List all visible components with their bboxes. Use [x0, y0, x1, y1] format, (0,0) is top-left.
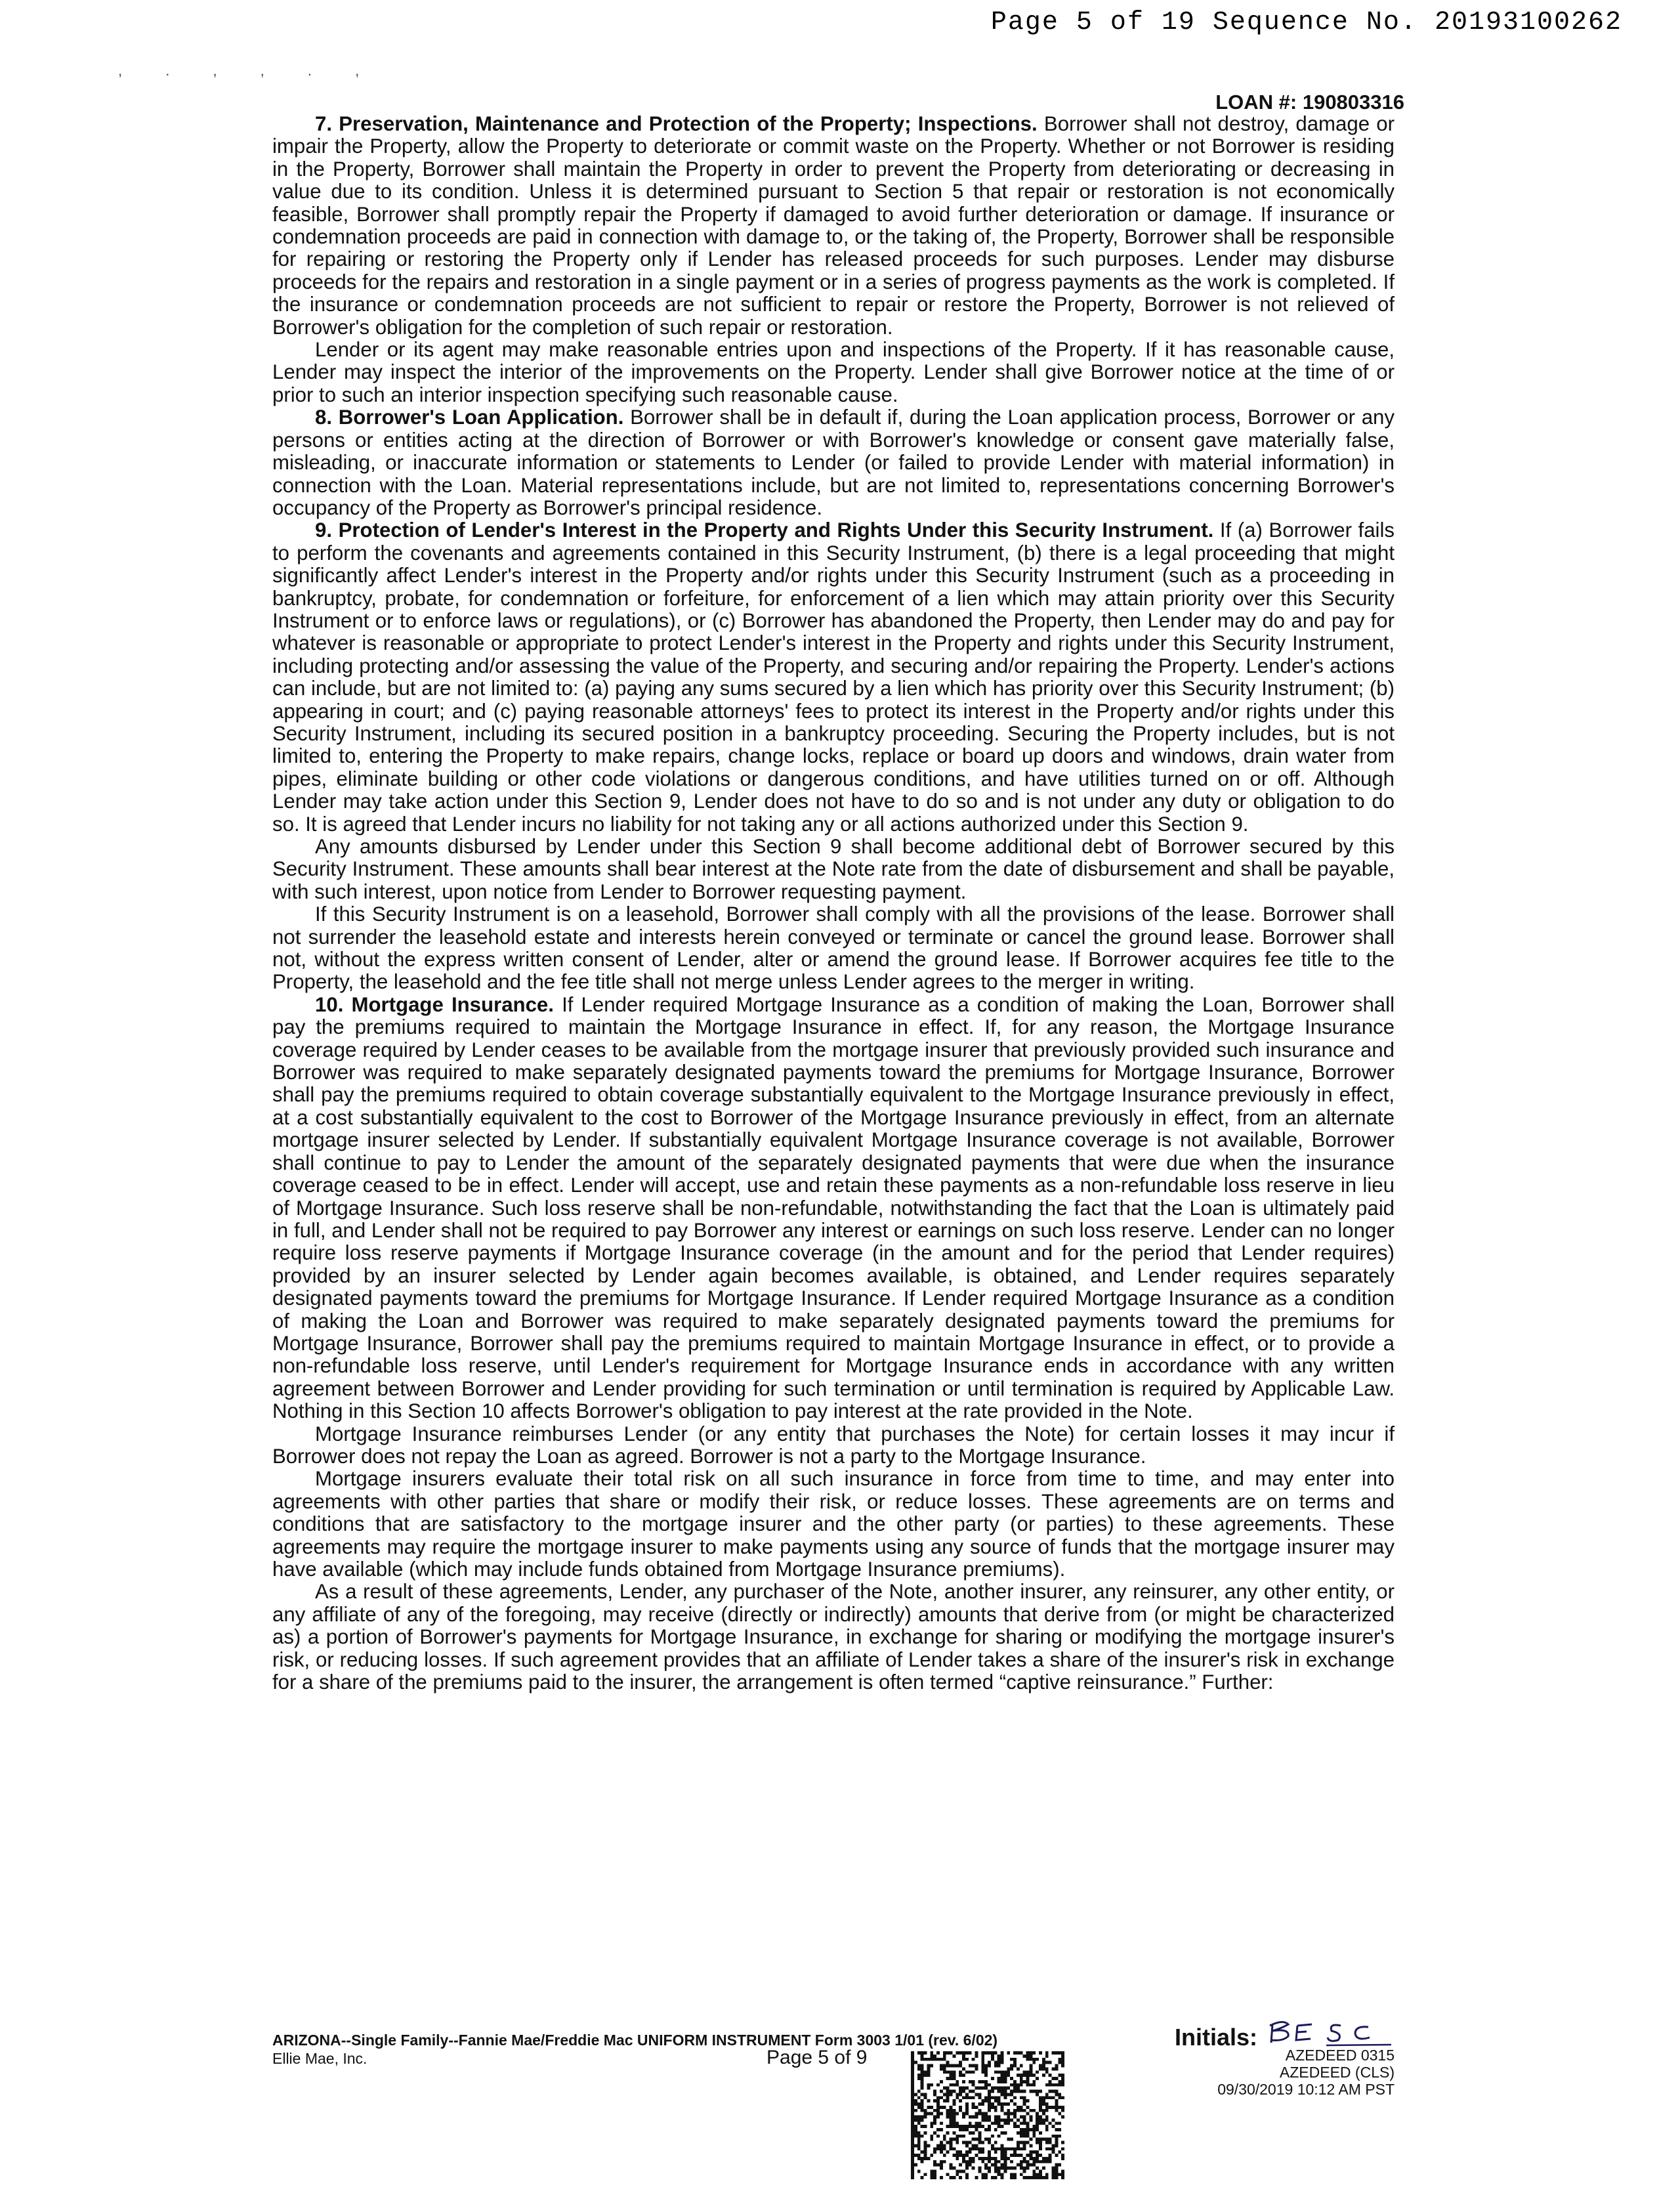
form-code-2: AZEDEED (CLS): [1279, 2064, 1395, 2081]
recording-stamp: Page 5 of 19 Sequence No. 20193100262: [990, 8, 1622, 37]
print-timestamp: 09/30/2019 10:12 AM PST: [1217, 2081, 1395, 2098]
section-9: [272, 519, 1395, 836]
initials-label: Initials:: [1175, 2024, 1258, 2051]
section-10-paragraph-3: Mortgage insurers evaluate their total risk on all such insurance in force from time to time, and may enter into agreements with other parties that share or modify their risk, or reduce losses. These agreements are on terms and conditions that are satisfactory to the mortgage insurer and the other party (or parties) to these agreements. These agreements may require the mortgage insurer to make payments using any source of funds that the mortgage insurer may have available (which may include funds obtained from Mortgage Insurance premiums).: [272, 1467, 1395, 1581]
section-10: [272, 994, 1395, 1423]
barcode-icon: [909, 2051, 1066, 2179]
section-7: [272, 113, 1395, 339]
footer-codes: [1217, 2047, 1395, 2098]
section-10-heading: 10. Mortgage Insurance.: [315, 992, 554, 1016]
loan-number: LOAN #: 190803316: [1215, 91, 1404, 114]
page-number: Page 5 of 9: [766, 2047, 868, 2068]
section-10-paragraph-4: As a result of these agreements, Lender, any purchaser of the Note, another insurer, any reinsurer, any other entity, or any affiliate of any of the foregoing, may receive (directly or indirectly) amounts that derive from (or might be characterized as) a portion of Borrower's payments for Mortgage Insurance, in exchange for sharing or modifying the mortgage insurer's risk, or reducing losses. If such agreement provides that an affiliate of Lender takes a share of the insurer's risk in exchange for a share of the premiums paid to the insurer, the arrangement is often termed “captive reinsurance.” Further:: [272, 1580, 1395, 1694]
company-name: Ellie Mae, Inc.: [272, 2050, 368, 2067]
section-8-heading: 8. Borrower's Loan Application.: [315, 406, 624, 429]
section-8-text: Borrower shall be in default if, during the Loan application process, Borrower or any persons or entities acting at the direction of Borrower or with Borrower's knowledge or consent gave materially false, misleading, or inaccurate information or statements to Lender (or failed to provide Lender with material information) in connection with the Loan. Material representations include, but are not limited to, representations concerning Borrower's occupancy of the Property as Borrower's principal residence.: [272, 406, 1395, 519]
scan-specks: , . , , . ,: [118, 62, 379, 79]
section-10-text: If Lender required Mortgage Insurance as a condition of making the Loan, Borrower shall pay the premiums required to maintain the Mortgage Insurance in effect. If, for any reason, the Mortgage Insurance coverage required by Lender ceases to be available from the mortgage insurer that previously provided such insurance and Borrower was required to make separately designated payments toward the premiums for Mortgage Insurance, Borrower shall pay the premiums required to obtain coverage substantially equivalent to the Mortgage Insurance previously in effect, at a cost substantially equivalent to the cost to Borrower of the Mortgage Insurance previously in effect, from an alternate mortgage insurer selected by Lender. If substantially equivalent Mortgage Insurance coverage is not available, Borrower shall continue to pay to Lender the amount of the separately designated payments that were due when the insurance coverage ceased to be in effect. Lender will accept, use and retain these payments as a non-refundable loss reserve in lieu of Mortgage Insurance. Such loss reserve shall be non-refundable, notwithstanding the fact that the Loan is ultimately paid in full, and Lender shall not be required to pay Borrower any interest or earnings on such loss reserve. Lender can no longer require loss reserve payments if Mortgage Insurance coverage (in the amount and for the period that Lender requires) provided by an insurer selected by Lender again becomes available, is obtained, and Lender requires separately designated payments toward the premiums for Mortgage Insurance. If Lender required Mortgage Insurance as a condition of making the Loan and Borrower was required to make separately designated payments toward the premiums for Mortgage Insurance, Borrower shall pay the premiums required to maintain Mortgage Insurance in effect, or to provide a non-refundable loss reserve, until Lender's requirement for Mortgage Insurance ends in accordance with any written agreement between Borrower and Lender providing for such termination or until termination is required by Applicable Law. Nothing in this Section 10 affects Borrower's obligation to pay interest at the rate provided in the Note.: [272, 992, 1395, 1423]
section-9-paragraph-2: Any amounts disbursed by Lender under this Section 9 shall become additional debt of Borrower secured by this Security Instrument. These amounts shall bear interest at the Note rate from the date of disbursement and shall be payable, with such interest, upon notice from Lender to Borrower requesting payment.: [272, 835, 1395, 903]
footer-form-info: [272, 2031, 998, 2068]
form-line: ARIZONA--Single Family--Fannie Mae/Freddie Mac UNIFORM INSTRUMENT Form 3003 1/01 (rev. 6/02): [272, 2032, 998, 2049]
document-body: [272, 113, 1395, 1694]
section-9-heading: 9. Protection of Lender's Interest in the Property and Rights Under this Security Instrument.: [315, 519, 1214, 542]
section-10-paragraph-2: Mortgage Insurance reimburses Lender (or any entity that purchases the Note) for certain losses it may incur if Borrower does not repay the Loan as agreed. Borrower is not a party to the Mortgage Insurance.: [272, 1422, 1395, 1468]
section-8: [272, 406, 1395, 519]
section-7-paragraph-2: Lender or its agent may make reasonable entries upon and inspections of the Property. If it has reasonable cause, Lender may inspect the interior of the improvements on the Property. Lender shall give Borrower notice at the time of or prior to such an interior inspection specifying such reasonable cause.: [272, 338, 1395, 406]
form-code-1: AZEDEED 0315: [1285, 2047, 1395, 2064]
section-7-text: Borrower shall not destroy, damage or impair the Property, allow the Property to deteriorate or commit waste on the Property. Whether or not Borrower is residing in the Property, Borrower shall maintain the Property in order to prevent the Property from deteriorating or decreasing in value due to its condition. Unless it is determined pursuant to Section 5 that repair or restoration is not economically feasible, Borrower shall promptly repair the Property if damaged to avoid further deterioration or damage. If insurance or condemnation proceeds are paid in connection with damage to, or the taking of, the Property, Borrower shall be responsible for repairing or restoring the Property only if Lender has released proceeds for such purposes. Lender may disburse proceeds for the repairs and restoration in a single payment or in a series of progress payments as the work is completed. If the insurance or condemnation proceeds are not sufficient to repair or restore the Property, Borrower is not relieved of Borrower's obligation for the completion of such repair or restoration.: [272, 112, 1395, 339]
section-9-text: If (a) Borrower fails to perform the covenants and agreements contained in this Security Instrument, (b) there is a legal proceeding that might significantly affect Lender's interest in the Property and/or rights under this Security Instrument (such as a proceeding in bankruptcy, probate, for condemnation or forfeiture, for enforcement of a lien which may attain priority over this Security Instrument or to enforce laws or regulations), or (c) Borrower has abandoned the Property, then Lender may do and pay for whatever is reasonable or appropriate to protect Lender's interest in the Property and rights under this Security Instrument, including protecting and/or assessing the value of the Property, and securing and/or repairing the Property. Lender's actions can include, but are not limited to: (a) paying any sums secured by a lien which has priority over this Security Instrument; (b) appearing in court; and (c) paying reasonable attorneys' fees to protect its interest in the Property and/or rights under this Security Instrument, including its secured position in a bankruptcy proceeding. Securing the Property includes, but is not limited to, entering the Property to make repairs, change locks, replace or board up doors and windows, drain water from pipes, eliminate building or other code violations or dangerous conditions, and have utilities turned on or off. Although Lender may take action under this Section 9, Lender does not have to do so and is not under any duty or obligation to do so. It is agreed that Lender incurs no liability for not taking any or all actions authorized under this Section 9.: [272, 519, 1395, 836]
section-9-paragraph-3: If this Security Instrument is on a leasehold, Borrower shall comply with all the provisions of the lease. Borrower shall not surrender the leasehold estate and interests herein conveyed or terminate or cancel the ground lease. Borrower shall not, without the express written consent of Lender, alter or amend the ground lease. If Borrower acquires fee title to the Property, the leasehold and the fee title shall not merge unless Lender agrees to the merger in writing.: [272, 903, 1395, 994]
section-7-heading: 7. Preservation, Maintenance and Protection of the Property; Inspections.: [315, 112, 1038, 135]
